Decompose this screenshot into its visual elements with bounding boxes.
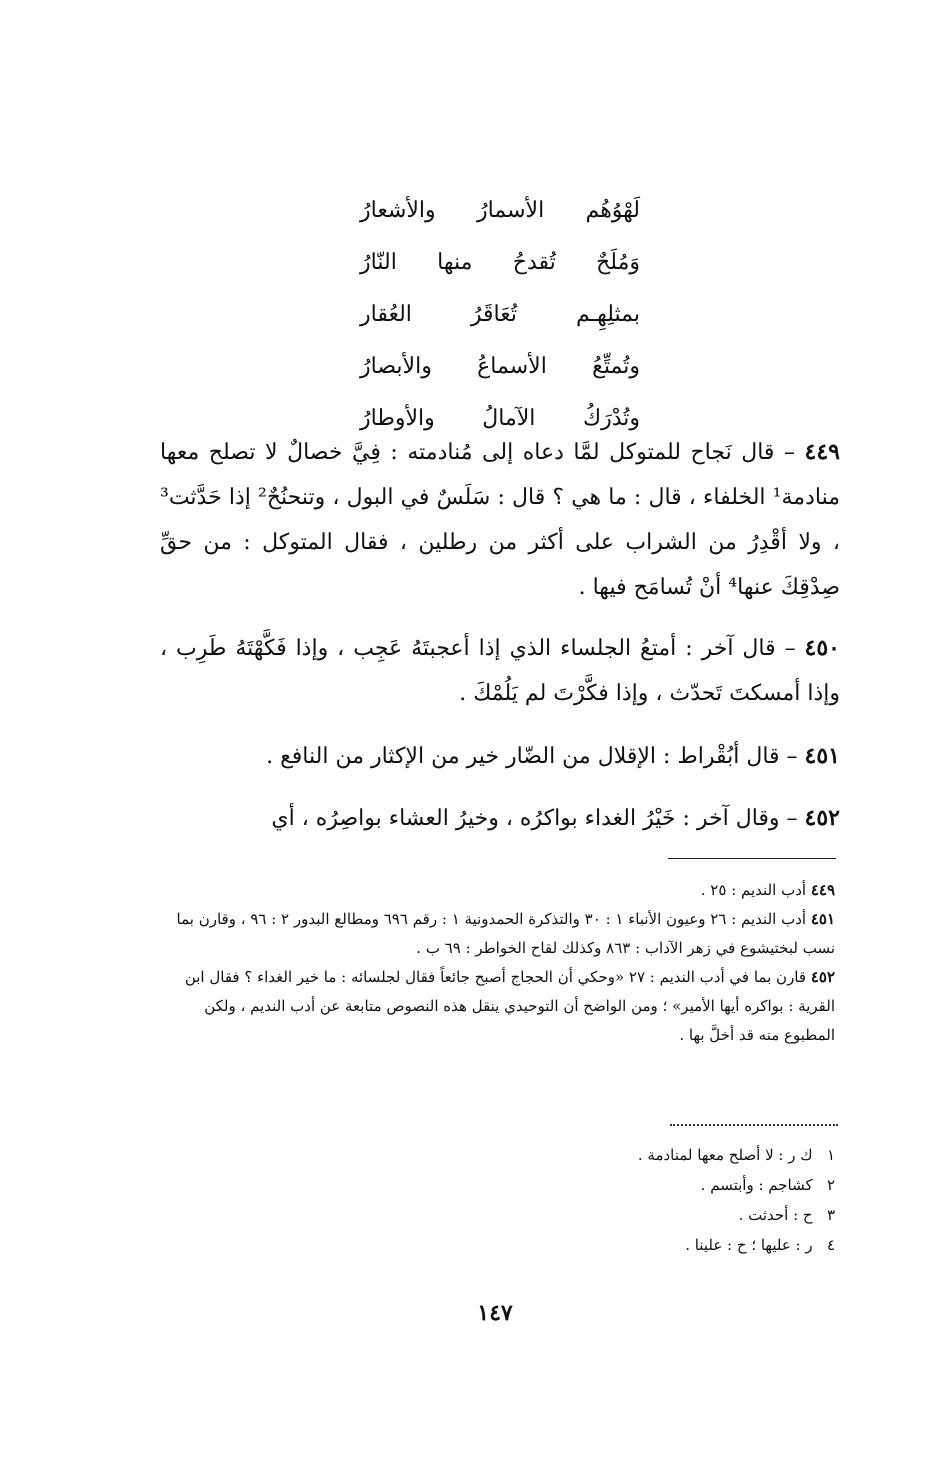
poem-word: بمثلِهِـم — [576, 301, 640, 327]
variant-number: ٢ — [826, 1176, 835, 1194]
source-note — [170, 905, 835, 963]
footnote-divider — [668, 858, 836, 859]
note-number: ٤٤٩ — [810, 881, 835, 899]
poem-word: لَهْوُهُم — [585, 197, 640, 223]
note-text: أدب النديم : ٢٥ . — [700, 881, 807, 899]
variant-readings — [520, 1140, 835, 1260]
poem-word: منها — [437, 249, 473, 275]
note-number: ٤٥٢ — [810, 968, 835, 986]
variants-divider — [670, 1124, 838, 1126]
poem-verse-1 — [360, 184, 640, 236]
poem-verse-2 — [360, 236, 640, 288]
variant-note — [520, 1140, 835, 1170]
poem-verse-4 — [360, 340, 640, 392]
source-notes — [170, 876, 835, 1050]
variant-text: ر : عليها ؛ ح : علينا . — [685, 1236, 813, 1254]
paragraph-number: ٤٤٩ — [804, 439, 840, 465]
variant-number: ٤ — [826, 1236, 835, 1254]
poem-word: تُقدحُ — [512, 249, 556, 275]
paragraph-number: ٤٥٢ — [804, 805, 840, 831]
variant-number: ١ — [826, 1146, 835, 1164]
page-number: ١٤٧ — [477, 1300, 513, 1326]
variant-note — [520, 1200, 835, 1230]
variant-number: ٣ — [826, 1206, 835, 1224]
variant-note — [520, 1170, 835, 1200]
poem-word: والأبصارُ — [360, 353, 432, 379]
paragraph-text: – قال أبُقْراط : الإقلال من الضّار خير من الإكثار من النافع . — [266, 744, 798, 769]
paragraph-449 — [160, 430, 840, 610]
paragraph-number: ٤٥١ — [804, 743, 840, 769]
paragraph-452 — [160, 796, 840, 841]
paragraph-450 — [160, 626, 840, 716]
poem-word: وَمُلَحٌ — [596, 249, 640, 275]
poem-word: تُعَاقَرُ — [470, 301, 517, 327]
variant-text: كشاجم : وأبتسم . — [700, 1176, 813, 1194]
source-note — [170, 963, 835, 1050]
poem-block — [360, 184, 640, 444]
source-note — [170, 876, 835, 905]
poem-word: والأوطارُ — [360, 405, 435, 431]
poem-word: الأسماعُ — [477, 353, 547, 379]
poem-word: وتُدْرَكُ — [582, 405, 640, 431]
poem-verse-3 — [360, 288, 640, 340]
poem-word: النّارُ — [360, 249, 397, 275]
paragraph-text: – قال نَجاح للمتوكل لمَّا دعاه إلى مُنادمته : فِيَّ خصالٌ لا تصلح معها منادمة¹ الخلفاء ، قال : ما هي ؟ قال : سَلَسٌ في البول ، وتنحنُحٌ² إذا حَدَّثت³ ، ولا أقْدِرُ من الشراب على أكثر من رطلين ، فقال المتوكل : من حقِّ صِدْقِكَ عنها⁴ أنْ تُسامَح فيها . — [160, 440, 841, 600]
poem-word: الأسمارُ — [477, 197, 545, 223]
variant-note — [520, 1230, 835, 1260]
poem-word: الآمالُ — [482, 405, 536, 431]
note-text: أدب النديم : ٢٦ وعيون الأنباء ١ : ٣٠ والتذكرة الحمدونية ١ : رقم ٦٩٦ ومطالع البدور ٢ : ٩٦ ، وقارن بما نسب لبختيشوع في زهر الآداب : ٨٦٣ وكذلك لقاح الخواطر : ٦٩ ب . — [176, 910, 835, 957]
paragraph-451 — [160, 734, 840, 779]
paragraph-text: – وقال آخر : خَيْرُ الغداء بواكرُه ، وخيرُ العشاء بواصِرُه ، أي — [271, 806, 798, 831]
paragraph-text: – قال آخر : أمتعُ الجلساء الذي إذا أعجبتَهُ عَجِب ، وإذا فَكَّهْتَهُ طَرِب ، وإذا أمسكتَ تَحدّث ، وإذا فكَّرْتَ لم يَلُمْكَ . — [160, 636, 840, 706]
note-number: ٤٥١ — [810, 910, 835, 928]
poem-word: العُقار — [360, 301, 412, 327]
paragraph-number: ٤٥٠ — [804, 635, 840, 661]
poem-word: والأشعارُ — [360, 197, 436, 223]
note-text: قارن بما في أدب النديم : ٢٧ «وحكي أن الحجاج أصبح جائعاً فقال لجلسائه : ما خير الغداء ؟ فقال ابن القرية : بواكره أيها الأمير» ؛ ومن الواضح أن التوحيدي ينقل هذه النصوص متابعة عن أدب النديم ، ولكن المطبوع منه قد أخلَّ بها . — [184, 968, 835, 1044]
variant-text: ك ر : لا أصلح معها لمنادمة . — [637, 1146, 813, 1164]
poem-word: وتُمتِّعُ — [592, 353, 640, 379]
variant-text: ح : أحدثت . — [738, 1206, 813, 1224]
